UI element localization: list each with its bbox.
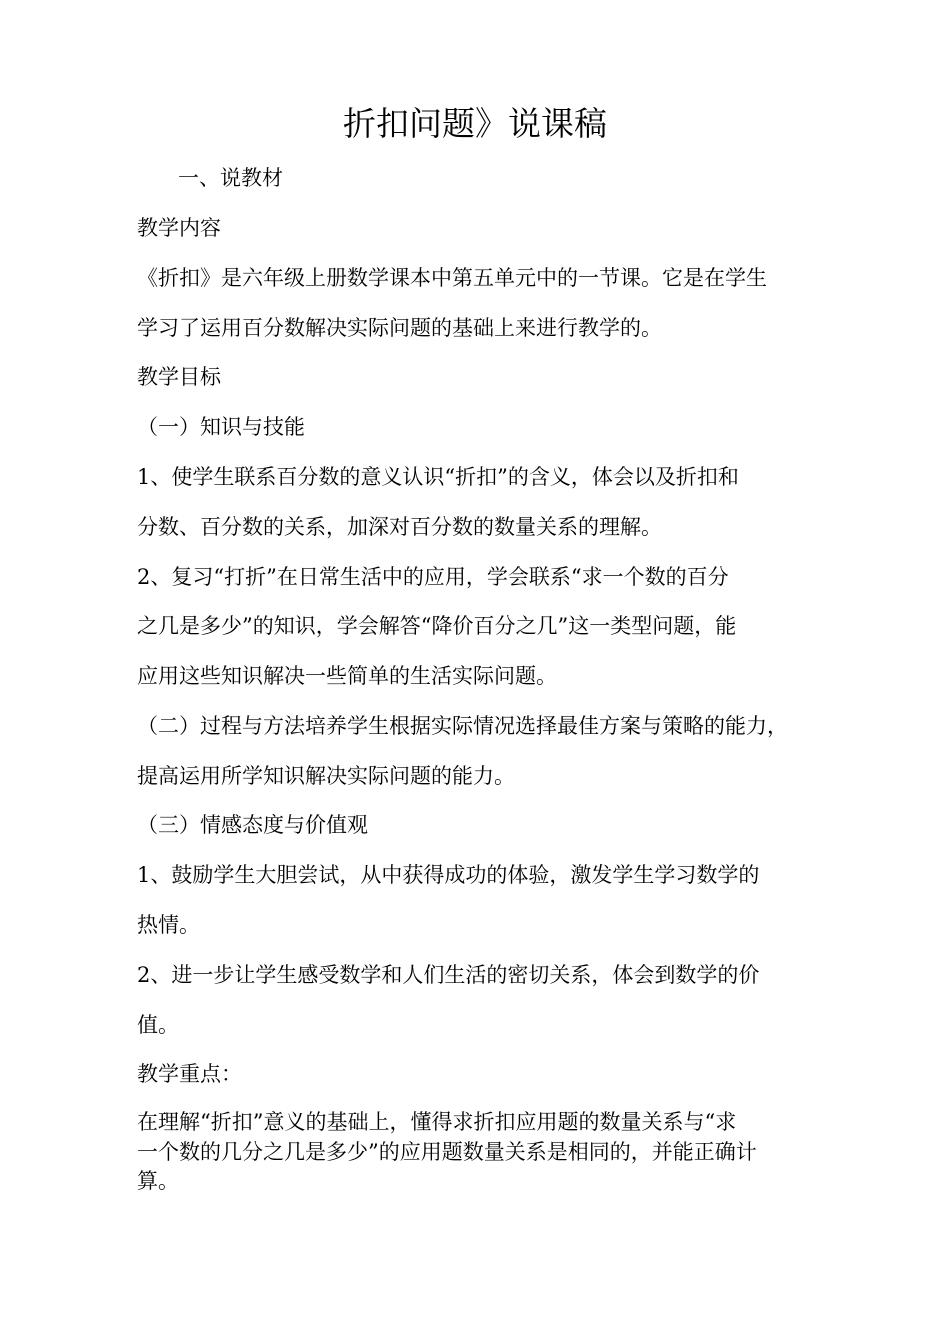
paragraph-line: 1、使学生联系百分数的意义认识“折扣”的含义，体会以及折扣和 (137, 465, 739, 489)
subheading-teaching-goals: 教学目标 (137, 365, 221, 389)
paragraph-line: 应用这些知识解决一些简单的生活实际问题。 (137, 664, 557, 688)
paragraph-line: 热情。 (137, 913, 200, 937)
section-heading-teaching-material: 一、说教材 (178, 166, 283, 190)
paragraph-line: 值。 (137, 1013, 179, 1037)
subheading-attitude-values: （三）情感态度与价值观 (137, 813, 368, 837)
paragraph-line: 提高运用所学知识解决实际问题的能力。 (137, 764, 515, 788)
paragraph-line: 学习了运用百分数解决实际问题的基础上来进行教学的。 (137, 316, 662, 340)
paragraph-line: 《折扣》是六年级上册数学课本中第五单元中的一节课。它是在学生 (137, 266, 767, 290)
paragraph-line: 2、进一步让学生感受数学和人们生活的密切关系，体会到数学的价 (137, 963, 760, 987)
subheading-teaching-focus: 教学重点： (137, 1062, 242, 1086)
paragraph-line: 分数、百分数的关系，加深对百分数的数量关系的理解。 (137, 515, 662, 539)
paragraph-line: 之几是多少”的知识，学会解答“降价百分之几”这一类型问题，能 (137, 614, 737, 638)
paragraph-line: 1、鼓励学生大胆尝试，从中获得成功的体验，激发学生学习数学的 (137, 863, 760, 887)
paragraph-line: 在理解“折扣”意义的基础上，懂得求折扣应用题的数量关系与“求 (137, 1110, 737, 1134)
paragraph-line: （二）过程与方法培养学生根据实际情况选择最佳方案与策略的能力， (137, 714, 788, 738)
paragraph-line: 2、复习“打折”在日常生活中的应用，学会联系“求一个数的百分 (137, 565, 729, 589)
subheading-knowledge-skills: （一）知识与技能 (137, 415, 305, 439)
paragraph-line: 一个数的几分之几是多少”的应用题数量关系是相同的，并能正确计 (137, 1140, 757, 1164)
paragraph-line: 算。 (137, 1169, 179, 1193)
document-title: 折扣问题》说课稿 (343, 104, 607, 143)
subheading-teaching-content: 教学内容 (137, 216, 221, 240)
